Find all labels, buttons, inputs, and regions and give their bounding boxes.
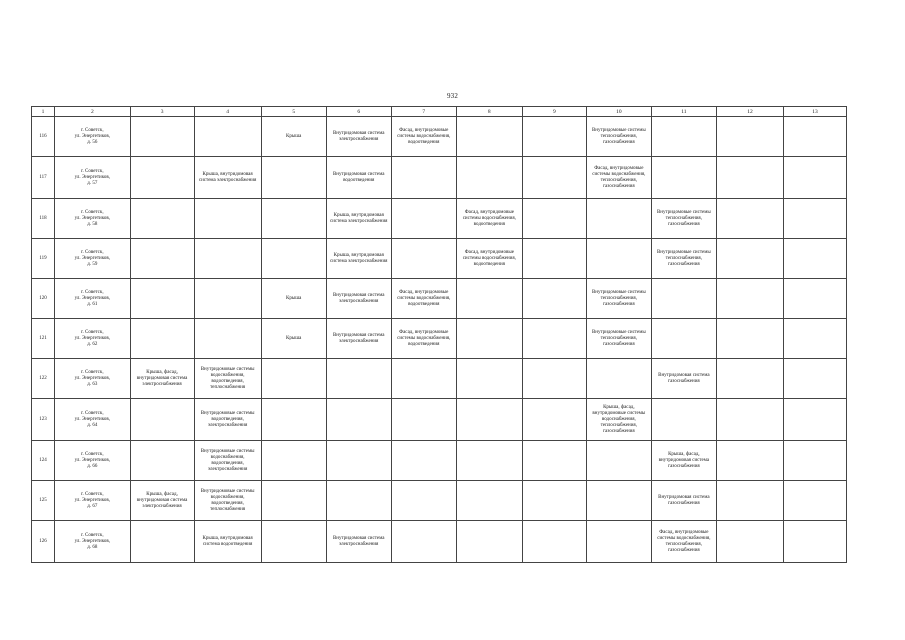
work-cell: [522, 399, 586, 441]
work-cell: [522, 521, 586, 563]
work-cell: [456, 441, 522, 481]
work-cell: [651, 279, 716, 319]
work-cell: [391, 157, 456, 199]
work-cell: [391, 481, 456, 521]
work-cell: [522, 117, 586, 157]
work-cell: [716, 521, 783, 563]
work-cell: Внутридомовые системы водоснабжения, водоотведения, электроснабжения: [194, 441, 261, 481]
work-cell: [391, 239, 456, 279]
column-header: 9: [522, 107, 586, 117]
row-number-cell: 120: [32, 279, 55, 319]
work-cell: [261, 239, 326, 279]
work-cell: Крыша, внутридомовая система электроснабжения: [194, 157, 261, 199]
work-cell: [130, 441, 194, 481]
work-cell: [522, 441, 586, 481]
work-cell: [784, 117, 847, 157]
work-cell: [522, 481, 586, 521]
table-row: [32, 117, 847, 157]
row-number-cell: 124: [32, 441, 55, 481]
work-cell: Внутридомовые системы теплоснабжения, газоснабжения: [586, 279, 651, 319]
work-cell: [784, 279, 847, 319]
work-cell: Внутридомовые системы теплоснабжения, газоснабжения: [651, 199, 716, 239]
work-cell: [391, 359, 456, 399]
work-cell: [391, 199, 456, 239]
work-cell: [522, 359, 586, 399]
work-cell: Крыша: [261, 279, 326, 319]
work-cell: [784, 199, 847, 239]
column-header: 4: [194, 107, 261, 117]
work-cell: [391, 399, 456, 441]
work-cell: [130, 521, 194, 563]
table-row: [32, 279, 847, 319]
work-cell: [716, 157, 783, 199]
address-cell: г. Советск, ул. Энергетиков, д. 57: [55, 157, 131, 199]
work-cell: [194, 239, 261, 279]
work-cell: [784, 521, 847, 563]
table-row: [32, 359, 847, 399]
column-number-row: [32, 107, 847, 117]
column-header: 6: [326, 107, 391, 117]
address-cell: г. Советск, ул. Энергетиков, д. 66: [55, 441, 131, 481]
work-cell: [130, 239, 194, 279]
row-number-cell: 121: [32, 319, 55, 359]
work-cell: [586, 199, 651, 239]
column-header: 11: [651, 107, 716, 117]
work-cell: Внутридомовые системы водоснабжения, водоотведения, теплоснабжения: [194, 481, 261, 521]
work-cell: [326, 481, 391, 521]
work-cell: [261, 399, 326, 441]
work-cell: Внутридомовая система газоснабжения: [651, 481, 716, 521]
work-cell: [716, 359, 783, 399]
work-cell: Внутридомовая система электроснабжения: [326, 117, 391, 157]
table-row: [32, 239, 847, 279]
work-cell: [456, 359, 522, 399]
work-cell: [586, 359, 651, 399]
work-cell: [716, 239, 783, 279]
work-cell: [784, 319, 847, 359]
work-cell: Фасад, внутридомовые системы водоснабжения, теплоснабжения, газоснабжения: [651, 521, 716, 563]
column-header: 3: [130, 107, 194, 117]
column-header: 1: [32, 107, 55, 117]
work-cell: [784, 481, 847, 521]
work-cell: Внутридомовые системы теплоснабжения, газоснабжения: [586, 117, 651, 157]
work-cell: [261, 441, 326, 481]
work-cell: Крыша, фасад, внутридомовая система электроснабжения: [130, 359, 194, 399]
work-cell: [784, 359, 847, 399]
table-row: [32, 399, 847, 441]
row-number-cell: 116: [32, 117, 55, 157]
address-cell: г. Советск, ул. Энергетиков, д. 58: [55, 199, 131, 239]
work-cell: [194, 279, 261, 319]
work-cell: Фасад, внутридомовые системы водоснабжения, водоотведения: [391, 279, 456, 319]
work-cell: [716, 481, 783, 521]
work-cell: [716, 319, 783, 359]
work-cell: [130, 279, 194, 319]
work-cell: [391, 521, 456, 563]
column-header: 12: [716, 107, 783, 117]
work-cell: [716, 199, 783, 239]
work-cell: Крыша, внутридомовая система электроснабжения: [326, 199, 391, 239]
row-number-cell: 122: [32, 359, 55, 399]
work-cell: [522, 199, 586, 239]
address-cell: г. Советск, ул. Энергетиков, д. 62: [55, 319, 131, 359]
work-cell: [651, 319, 716, 359]
work-cell: [522, 319, 586, 359]
work-cell: [130, 157, 194, 199]
work-cell: Крыша, внутридомовая система водоотведения: [194, 521, 261, 563]
column-header: 13: [784, 107, 847, 117]
work-cell: Фасад, внутридомовые системы водоснабжения, водоотведения: [391, 319, 456, 359]
address-cell: г. Советск, ул. Энергетиков, д. 59: [55, 239, 131, 279]
work-cell: [651, 399, 716, 441]
work-cell: [326, 441, 391, 481]
row-number-cell: 117: [32, 157, 55, 199]
work-cell: Крыша, фасад, внутридомовая система газоснабжения: [651, 441, 716, 481]
work-cell: [130, 399, 194, 441]
work-cell: [586, 441, 651, 481]
work-cell: Фасад, внутридомовые системы водоснабжения, водоотведения: [391, 117, 456, 157]
row-number-cell: 126: [32, 521, 55, 563]
table-row: [32, 157, 847, 199]
work-cell: [456, 399, 522, 441]
work-cell: Крыша, фасад, внутридомовая система электроснабжения: [130, 481, 194, 521]
work-cell: [716, 441, 783, 481]
table-row: [32, 199, 847, 239]
row-number-cell: 125: [32, 481, 55, 521]
work-cell: Внутридомовые системы теплоснабжения, газоснабжения: [586, 319, 651, 359]
repair-schedule-table: [31, 106, 847, 563]
work-cell: Крыша, фасад, внутридомовые системы водоснабжения, теплоснабжения, газоснабжения: [586, 399, 651, 441]
work-cell: [456, 279, 522, 319]
work-cell: [194, 199, 261, 239]
work-cell: [522, 157, 586, 199]
column-header: 8: [456, 107, 522, 117]
work-cell: [391, 441, 456, 481]
address-cell: г. Советск, ул. Энергетиков, д. 67: [55, 481, 131, 521]
work-cell: [716, 117, 783, 157]
work-cell: [651, 157, 716, 199]
work-cell: [522, 239, 586, 279]
work-cell: [261, 521, 326, 563]
work-cell: [784, 239, 847, 279]
work-cell: Внутридомовая система электроснабжения: [326, 521, 391, 563]
table-row: [32, 481, 847, 521]
work-cell: [784, 399, 847, 441]
work-cell: [130, 199, 194, 239]
address-cell: г. Советск, ул. Энергетиков, д. 63: [55, 359, 131, 399]
work-cell: [456, 157, 522, 199]
work-cell: [261, 157, 326, 199]
work-cell: Внутридомовая система газоснабжения: [651, 359, 716, 399]
address-cell: г. Советск, ул. Энергетиков, д. 68: [55, 521, 131, 563]
work-cell: [130, 117, 194, 157]
work-cell: Внутридомовые системы водоснабжения, водоотведения, теплоснабжения: [194, 359, 261, 399]
work-cell: Внутридомовые системы теплоснабжения, газоснабжения: [651, 239, 716, 279]
column-header: 2: [55, 107, 131, 117]
work-cell: [130, 319, 194, 359]
row-number-cell: 119: [32, 239, 55, 279]
work-cell: Фасад, внутридомовые системы водоснабжения, водоотведения: [456, 239, 522, 279]
row-number-cell: 118: [32, 199, 55, 239]
work-cell: [261, 199, 326, 239]
work-cell: [194, 117, 261, 157]
work-cell: [261, 481, 326, 521]
table-row: [32, 441, 847, 481]
page-number: 932: [446, 92, 459, 100]
work-cell: [456, 117, 522, 157]
work-cell: [586, 521, 651, 563]
work-cell: Внутридомовые системы водоотведения, электроснабжения: [194, 399, 261, 441]
address-cell: г. Советск, ул. Энергетиков, д. 56: [55, 117, 131, 157]
work-cell: Внутридомовая система электроснабжения: [326, 319, 391, 359]
work-cell: [784, 157, 847, 199]
work-cell: Фасад, внутридомовые системы водоснабжения, водоотведения: [456, 199, 522, 239]
work-cell: [326, 399, 391, 441]
column-header: 5: [261, 107, 326, 117]
row-number-cell: 123: [32, 399, 55, 441]
work-cell: [194, 319, 261, 359]
table-body: [32, 117, 847, 563]
work-cell: Внутридомовая система водоотведения: [326, 157, 391, 199]
work-cell: [261, 359, 326, 399]
work-cell: Внутридомовая система электроснабжения: [326, 279, 391, 319]
work-cell: [716, 279, 783, 319]
work-cell: [586, 481, 651, 521]
table-row: [32, 521, 847, 563]
work-cell: [651, 117, 716, 157]
address-cell: г. Советск, ул. Энергетиков, д. 61: [55, 279, 131, 319]
work-cell: Крыша: [261, 117, 326, 157]
work-cell: [716, 399, 783, 441]
work-cell: [326, 359, 391, 399]
work-cell: Крыша: [261, 319, 326, 359]
work-cell: Фасад, внутридомовые системы водоснабжения, теплоснабжения, газоснабжения: [586, 157, 651, 199]
work-cell: Крыша, внутридомовая система электроснабжения: [326, 239, 391, 279]
column-header: 7: [391, 107, 456, 117]
address-cell: г. Советск, ул. Энергетиков, д. 64: [55, 399, 131, 441]
table-row: [32, 319, 847, 359]
work-cell: [456, 481, 522, 521]
column-header: 10: [586, 107, 651, 117]
work-cell: [456, 521, 522, 563]
work-cell: [586, 239, 651, 279]
work-cell: [784, 441, 847, 481]
work-cell: [522, 279, 586, 319]
work-cell: [456, 319, 522, 359]
